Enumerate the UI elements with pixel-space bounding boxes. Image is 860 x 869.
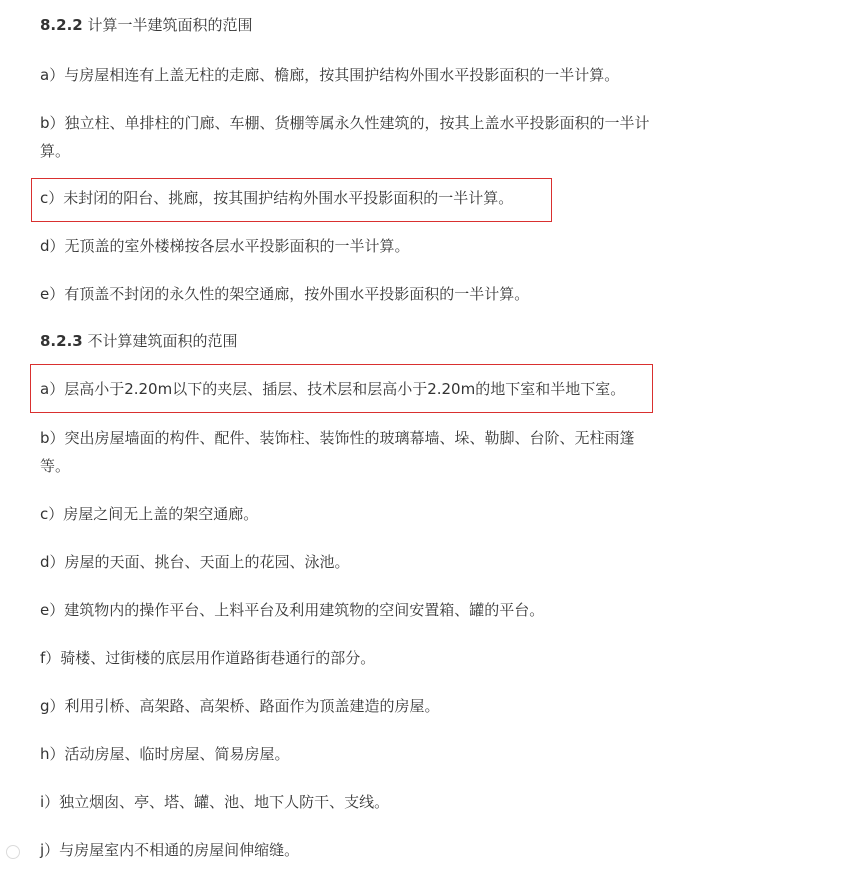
list-item-not-calc-f: f）骑楼、过街楼的底层用作道路街巷通行的部分。 — [40, 649, 376, 667]
list-item-calc-e: e）有顶盖不封闭的永久性的架空通廊，按外围水平投影面积的一半计算。 — [40, 285, 530, 303]
list-item-not-calc-h: h）活动房屋、临时房屋、简易房屋。 — [40, 745, 290, 763]
section-number: 8.2.3 — [40, 332, 83, 350]
list-item-calc-a: a）与房屋相连有上盖无柱的走廊、檐廊，按其围护结构外围水平投影面积的一半计算。 — [40, 66, 620, 84]
list-item-not-calc-i: i）独立烟囱、亭、塔、罐、池、地下人防干、支线。 — [40, 793, 390, 811]
list-item-not-calc-j: j）与房屋室内不相通的房屋间伸缩缝。 — [40, 841, 300, 859]
list-item-calc-b: b）独立柱、单排柱的门廊、车棚、货棚等属永久性建筑的，按其上盖水平投影面积的一半计 — [40, 114, 650, 132]
section-title: 计算一半建筑面积的范围 — [87, 16, 253, 34]
list-item-not-calc-b: b）突出房屋墙面的构件、配件、装饰柱、装饰性的玻璃幕墙、垛、勒脚、台阶、无柱雨篷 — [40, 429, 635, 447]
list-item-calc-d: d）无顶盖的室外楼梯按各层水平投影面积的一半计算。 — [40, 237, 410, 255]
section-number: 8.2.2 — [40, 16, 83, 34]
list-item-not-calc-a: a）层高小于2.20m以下的夹层、插层、技术层和层高小于2.20m的地下室和半地下室。 — [40, 380, 626, 398]
list-item-calc-c: c）未封闭的阳台、挑廊，按其围护结构外围水平投影面积的一半计算。 — [40, 189, 514, 207]
watermark-icon — [6, 845, 20, 859]
list-item-not-calc-b-continued: 等。 — [40, 457, 71, 475]
section-heading-8-2-2 — [40, 16, 253, 34]
list-item-calc-b-continued: 算。 — [40, 142, 71, 160]
list-item-not-calc-c: c）房屋之间无上盖的架空通廊。 — [40, 505, 259, 523]
section-heading-8-2-3 — [40, 332, 238, 350]
watermark-logo — [6, 844, 24, 859]
list-item-not-calc-e: e）建筑物内的操作平台、上料平台及利用建筑物的空间安置箱、罐的平台。 — [40, 601, 545, 619]
list-item-not-calc-d: d）房屋的天面、挑台、天面上的花园、泳池。 — [40, 553, 350, 571]
section-title: 不计算建筑面积的范围 — [87, 332, 238, 350]
list-item-not-calc-g: g）利用引桥、高架路、高架桥、路面作为顶盖建造的房屋。 — [40, 697, 440, 715]
